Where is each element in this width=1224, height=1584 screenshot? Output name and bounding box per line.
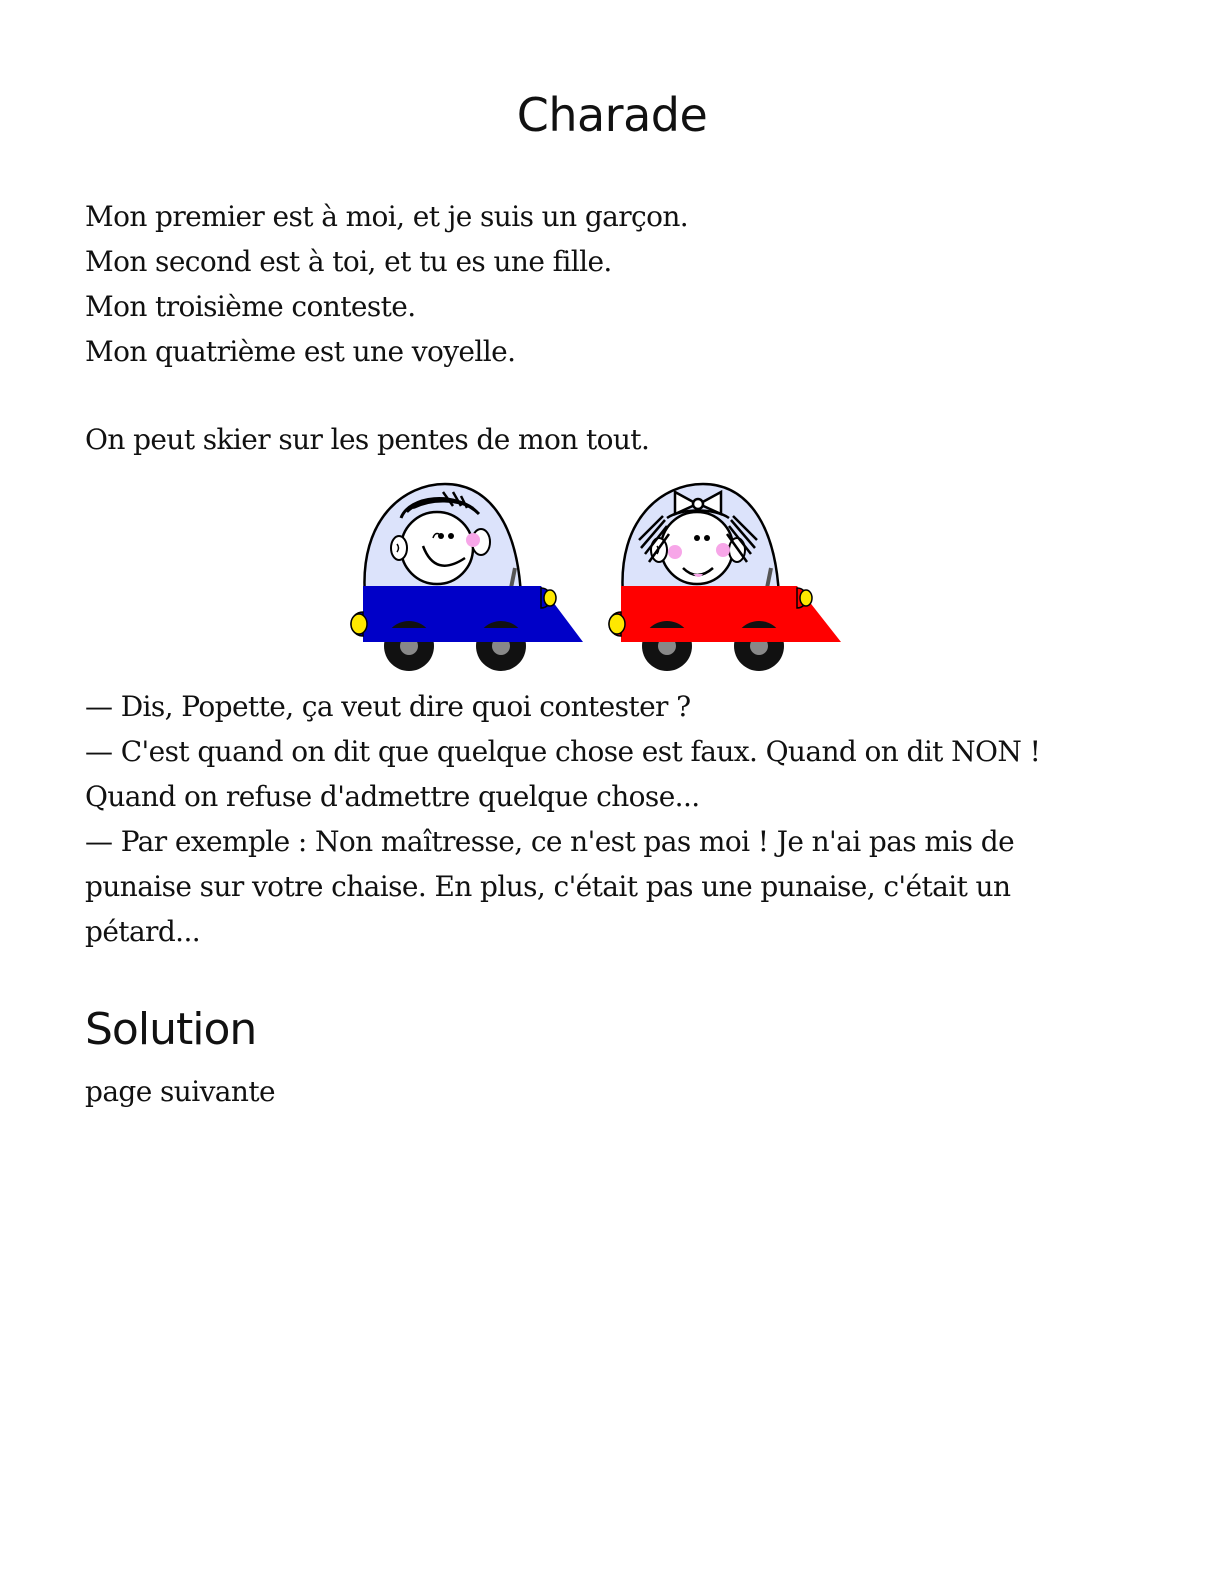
- dialogue-line: — Dis, Popette, ça veut dire quoi contester ?: [85, 690, 691, 723]
- boy-in-blue-car-icon: [351, 484, 583, 671]
- riddle-clues: [85, 194, 1145, 374]
- clue-line: Mon quatrième est une voyelle.: [85, 335, 516, 368]
- girl-in-red-car-icon: [609, 484, 841, 671]
- dialogue: [85, 684, 1085, 954]
- dialogue-line: — Par exemple : Non maîtresse, ce n'est pas moi ! Je n'ai pas mis de punaise sur votre chaise. En plus, c'était pas une punaise, c'était un pétard...: [85, 825, 1015, 948]
- solution-text: page suivante: [85, 1075, 275, 1108]
- dialogue-line: — C'est quand on dit que quelque chose est faux. Quand on dit NON ! Quand on refuse d'admettre quelque chose...: [85, 735, 1041, 813]
- clue-line: Mon premier est à moi, et je suis un garçon.: [85, 200, 689, 233]
- clue-line: Mon second est à toi, et tu es une fille.: [85, 245, 612, 278]
- page-title: Charade: [516, 88, 708, 142]
- solution-heading: Solution: [85, 1004, 257, 1055]
- clue-line: Mon troisième conteste.: [85, 290, 416, 323]
- cars-illustration: [345, 478, 850, 680]
- riddle-whole-clue: On peut skier sur les pentes de mon tout.: [85, 423, 650, 456]
